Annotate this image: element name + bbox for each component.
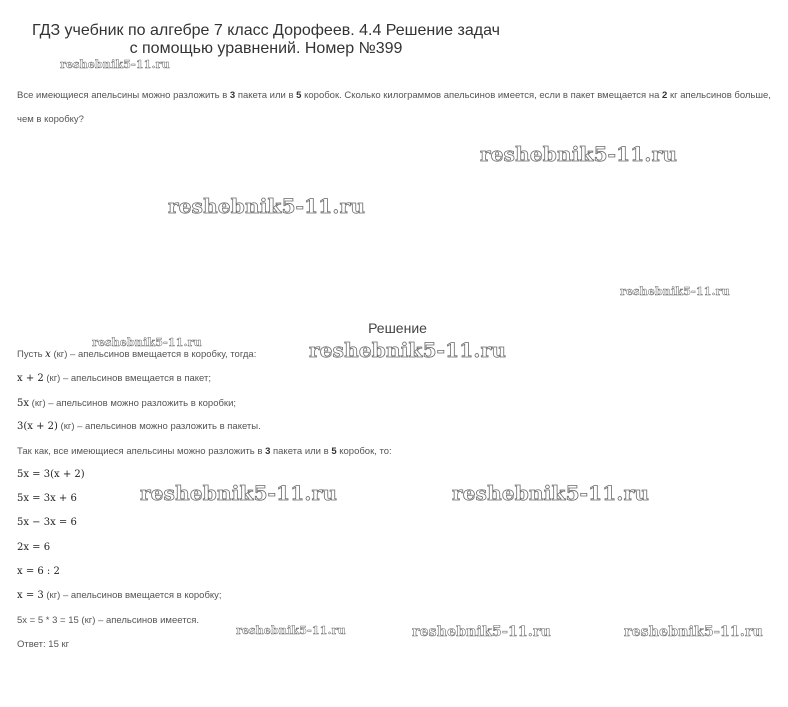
solution-text: Пусть (17, 349, 46, 360)
task-number: 2 (662, 90, 668, 101)
watermark: reshebnik5-11.ru (168, 194, 366, 218)
equation: 2x = 6 (17, 542, 51, 553)
page-title (0, 22, 532, 58)
task-text-part: кг апельсинов больше, чем в коробку? (17, 90, 771, 125)
equation: 5x = 3x + 6 (17, 493, 77, 504)
task-number: 5 (331, 446, 337, 457)
math-expression: 3(x + 2) (17, 421, 58, 432)
solution-line (17, 398, 236, 409)
watermark: reshebnik5-11.ru (60, 58, 170, 71)
solution-text: (кг) – апельсинов можно разложить в пакеты. (57, 421, 261, 432)
task-text-part: Все имеющиеся апельсины можно разложить в (17, 90, 230, 101)
page-title-line-1: ГДЗ учебник по алгебре 7 класс Дорофеев. 4.4 Решение задач (32, 22, 500, 39)
solution-line (17, 373, 211, 384)
page-title-line-2: с помощью уравнений. Номер №399 (129, 40, 403, 57)
solution-heading: Решение (368, 320, 427, 336)
equation: 5x = 3(x + 2) (17, 469, 85, 480)
watermark: reshebnik5-11.ru (236, 624, 346, 637)
watermark: reshebnik5-11.ru (480, 142, 678, 166)
task-text-part: пакета или в (235, 90, 297, 101)
math-expression: x = 3 (17, 590, 44, 601)
watermark: reshebnik5-11.ru (620, 285, 730, 298)
answer-value: 15 кг (48, 639, 70, 650)
task-number: 5 (296, 90, 302, 101)
solution-text: коробок, то: (336, 446, 392, 457)
answer (17, 639, 69, 650)
math-variable: x (45, 349, 51, 360)
equation: x = 6 : 2 (17, 566, 60, 577)
solution-text: (кг) – апельсинов вмещается в коробку; (43, 590, 222, 601)
solution-text: Так как, все имеющиеся апельсины можно разложить в (17, 446, 266, 457)
watermark: reshebnik5-11.ru (140, 481, 338, 505)
solution-line (17, 446, 392, 457)
solution-line (17, 349, 256, 360)
solution-line (17, 421, 261, 432)
task-text-part: коробок. Сколько килограммов апельсинов имеется, если в пакет вмещается на (301, 90, 663, 101)
watermark: reshebnik5-11.ru (452, 481, 650, 505)
solution-text: пакета или в (270, 446, 332, 457)
math-expression: x + 2 (17, 373, 44, 384)
answer-label: Ответ: (17, 639, 49, 650)
math-expression: 5x (17, 398, 30, 409)
solution-line: 5x = 5 * 3 = 15 (кг) – апельсинов имеется. (17, 615, 199, 626)
solution-text: (кг) – апельсинов вмещается в коробку, тогда: (50, 349, 257, 360)
solution-text: (кг) – апельсинов вмещается в пакет; (43, 373, 211, 384)
task-number: 3 (229, 90, 236, 101)
watermark: reshebnik5-11.ru (624, 624, 763, 640)
task-text (17, 84, 777, 132)
task-number: 3 (265, 446, 271, 457)
watermark: reshebnik5-11.ru (92, 336, 202, 349)
solution-line (17, 590, 222, 601)
solution-text: (кг) – апельсинов можно разложить в коробки; (29, 398, 237, 409)
watermark: reshebnik5-11.ru (309, 338, 507, 362)
watermark: reshebnik5-11.ru (412, 624, 551, 640)
equation: 5x − 3x = 6 (17, 517, 77, 528)
